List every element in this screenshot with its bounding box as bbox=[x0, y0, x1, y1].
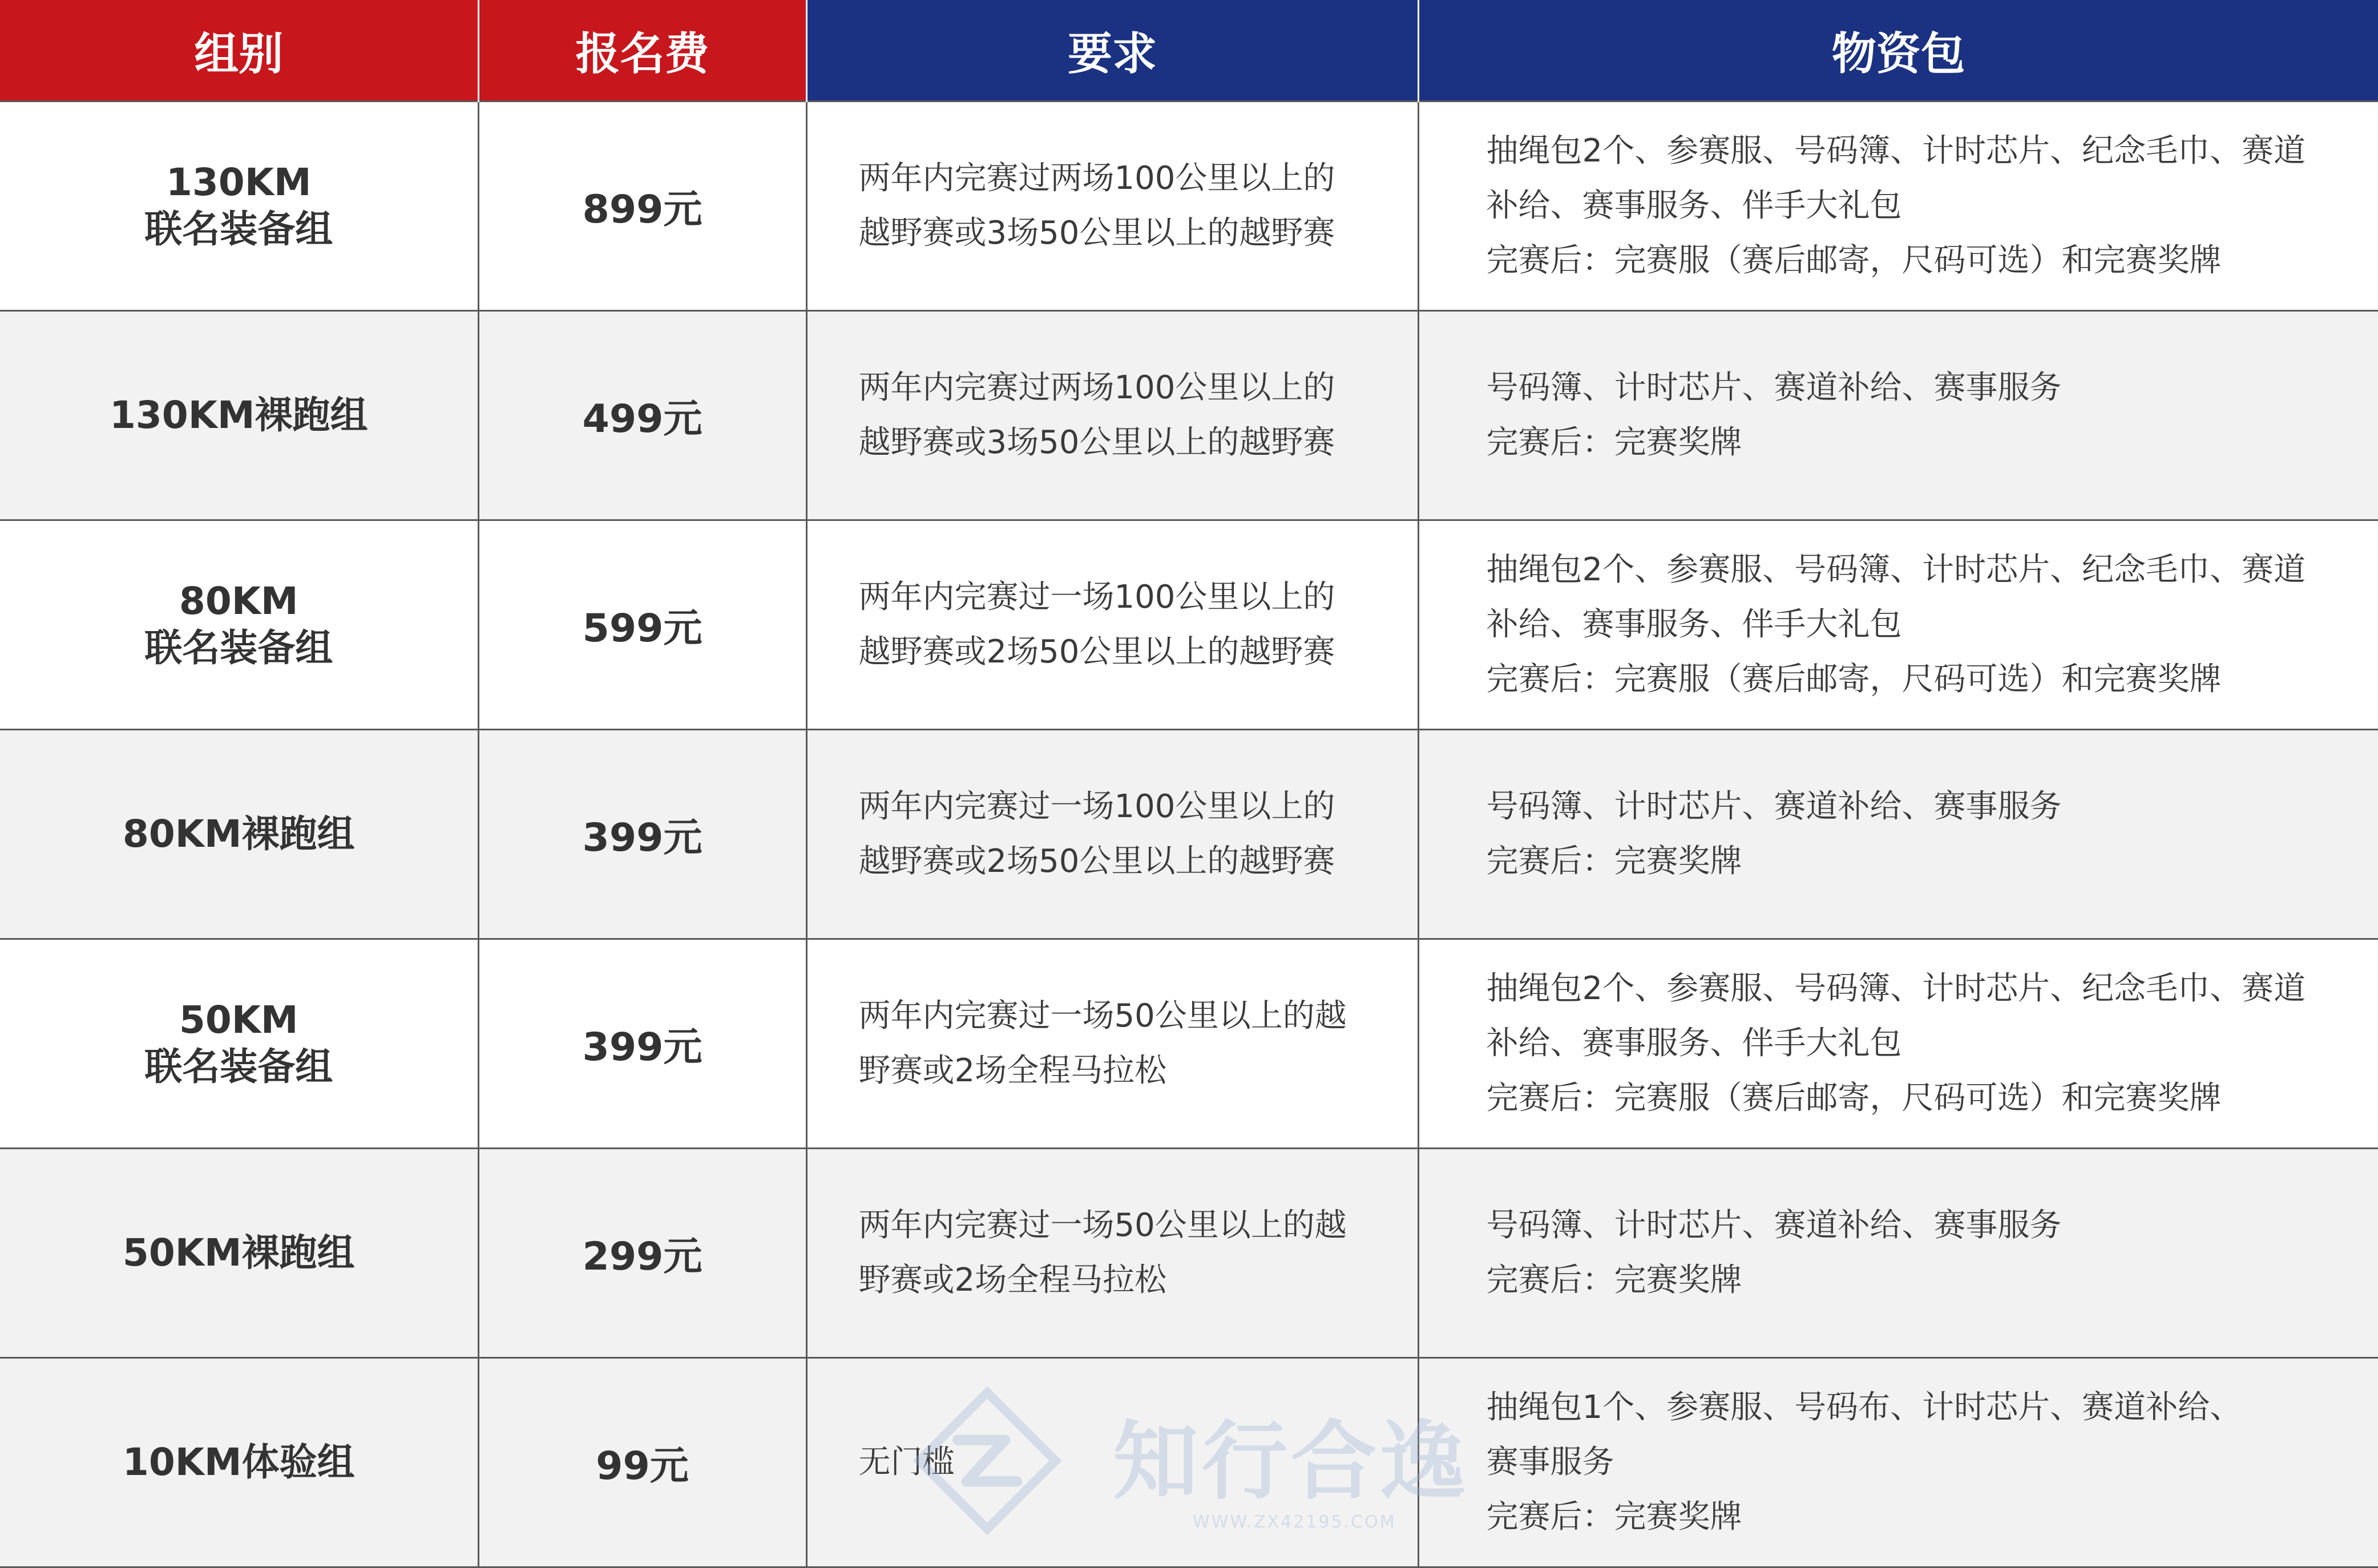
requirement-line: 野赛或2场全程马拉松 bbox=[858, 1052, 1167, 1089]
requirement-cell bbox=[806, 730, 1418, 939]
fee-cell: 599元 bbox=[478, 520, 806, 730]
group-name: 50KM裸跑组 bbox=[122, 1231, 355, 1275]
kit-line: 赛事服务 bbox=[1486, 1444, 1614, 1481]
kit-cell bbox=[1418, 730, 2378, 939]
kit-line: 完赛后：完赛奖牌 bbox=[1486, 1262, 1742, 1299]
table-row bbox=[0, 730, 2378, 939]
kit-line: 完赛后：完赛服（赛后邮寄，尺码可选）和完赛奖牌 bbox=[1486, 661, 2222, 698]
requirement-line: 越野赛或3场50公里以上的越野赛 bbox=[858, 424, 1335, 461]
table-header bbox=[0, 0, 2378, 102]
table-row bbox=[0, 311, 2378, 520]
requirement-cell bbox=[806, 311, 1418, 520]
kit-cell bbox=[1418, 1358, 2378, 1567]
requirement-cell bbox=[806, 939, 1418, 1149]
group-subname: 联名装备组 bbox=[144, 626, 333, 670]
watermark-text: 知行合逸 bbox=[1113, 1412, 1469, 1512]
kit-line: 抽绳包1个、参赛服、号码布、计时芯片、赛道补给、 bbox=[1486, 1389, 2242, 1426]
requirement-cell bbox=[806, 1358, 1418, 1567]
requirement-line: 越野赛或2场50公里以上的越野赛 bbox=[858, 633, 1335, 670]
kit-cell bbox=[1418, 520, 2378, 730]
kit-cell bbox=[1418, 102, 2378, 311]
group-name: 130KM裸跑组 bbox=[109, 393, 368, 437]
group-cell bbox=[0, 1358, 478, 1567]
fee-cell: 99元 bbox=[478, 1358, 806, 1567]
group-name: 80KM裸跑组 bbox=[122, 812, 355, 856]
kit-line: 号码簿、计时芯片、赛道补给、赛事服务 bbox=[1486, 1207, 2062, 1244]
requirement-line: 两年内完赛过一场50公里以上的越 bbox=[858, 1207, 1347, 1244]
table-row bbox=[0, 1149, 2378, 1358]
group-cell bbox=[0, 520, 478, 730]
table-row bbox=[0, 939, 2378, 1149]
kit-line: 完赛后：完赛奖牌 bbox=[1486, 843, 1742, 880]
group-name: 10KM体验组 bbox=[122, 1440, 355, 1484]
requirement-line: 两年内完赛过一场50公里以上的越 bbox=[858, 997, 1347, 1034]
requirement-cell bbox=[806, 520, 1418, 730]
kit-cell bbox=[1418, 1149, 2378, 1358]
requirement-line: 两年内完赛过一场100公里以上的 bbox=[858, 579, 1335, 616]
header-kit: 物资包 bbox=[1418, 0, 2378, 102]
kit-line: 号码簿、计时芯片、赛道补给、赛事服务 bbox=[1486, 369, 2062, 406]
fee-cell: 499元 bbox=[478, 311, 806, 520]
kit-line: 完赛后：完赛服（赛后邮寄，尺码可选）和完赛奖牌 bbox=[1486, 1080, 2222, 1117]
requirement-line: 越野赛或3场50公里以上的越野赛 bbox=[858, 215, 1335, 252]
requirement-line: 野赛或2场全程马拉松 bbox=[858, 1262, 1167, 1299]
header-fee: 报名费 bbox=[478, 0, 806, 102]
kit-line: 抽绳包2个、参赛服、号码簿、计时芯片、纪念毛巾、赛道 bbox=[1486, 132, 2306, 169]
group-subname: 联名装备组 bbox=[144, 1045, 333, 1089]
kit-line: 完赛后：完赛服（赛后邮寄，尺码可选）和完赛奖牌 bbox=[1486, 242, 2222, 279]
kit-line: 补给、赛事服务、伴手大礼包 bbox=[1486, 606, 1902, 643]
fee-cell: 399元 bbox=[478, 730, 806, 939]
kit-cell bbox=[1418, 939, 2378, 1149]
group-subname: 联名装备组 bbox=[144, 207, 333, 251]
table-row bbox=[0, 1358, 2378, 1567]
requirement-cell bbox=[806, 1149, 1418, 1358]
requirement-cell bbox=[806, 102, 1418, 311]
fee-cell: 899元 bbox=[478, 102, 806, 311]
requirement-line: 无门槛 bbox=[858, 1444, 955, 1481]
group-name: 80KM bbox=[179, 579, 298, 623]
header-group: 组别 bbox=[0, 0, 478, 102]
group-name: 50KM bbox=[179, 998, 298, 1042]
kit-cell bbox=[1418, 311, 2378, 520]
kit-line: 完赛后：完赛奖牌 bbox=[1486, 1498, 1742, 1535]
group-cell bbox=[0, 1149, 478, 1358]
requirement-line: 两年内完赛过两场100公里以上的 bbox=[858, 160, 1335, 197]
fee-cell: 299元 bbox=[478, 1149, 806, 1358]
kit-line: 补给、赛事服务、伴手大礼包 bbox=[1486, 1025, 1902, 1062]
requirement-line: 越野赛或2场50公里以上的越野赛 bbox=[858, 843, 1335, 880]
group-cell bbox=[0, 730, 478, 939]
requirement-line: 两年内完赛过一场100公里以上的 bbox=[858, 788, 1335, 825]
requirement-line: 两年内完赛过两场100公里以上的 bbox=[858, 369, 1335, 406]
table-row bbox=[0, 102, 2378, 311]
header-requirement: 要求 bbox=[806, 0, 1418, 102]
kit-line: 抽绳包2个、参赛服、号码簿、计时芯片、纪念毛巾、赛道 bbox=[1486, 551, 2306, 588]
group-cell bbox=[0, 939, 478, 1149]
group-cell bbox=[0, 102, 478, 311]
kit-line: 抽绳包2个、参赛服、号码簿、计时芯片、纪念毛巾、赛道 bbox=[1486, 970, 2306, 1007]
kit-line: 补给、赛事服务、伴手大礼包 bbox=[1486, 187, 1902, 224]
table-row bbox=[0, 520, 2378, 730]
group-cell bbox=[0, 311, 478, 520]
kit-line: 号码簿、计时芯片、赛道补给、赛事服务 bbox=[1486, 788, 2062, 825]
kit-line: 完赛后：完赛奖牌 bbox=[1486, 424, 1742, 461]
fee-cell: 399元 bbox=[478, 939, 806, 1149]
watermark-url: WWW.ZX42195.COM bbox=[1193, 1512, 1396, 1532]
group-name: 130KM bbox=[165, 160, 312, 204]
